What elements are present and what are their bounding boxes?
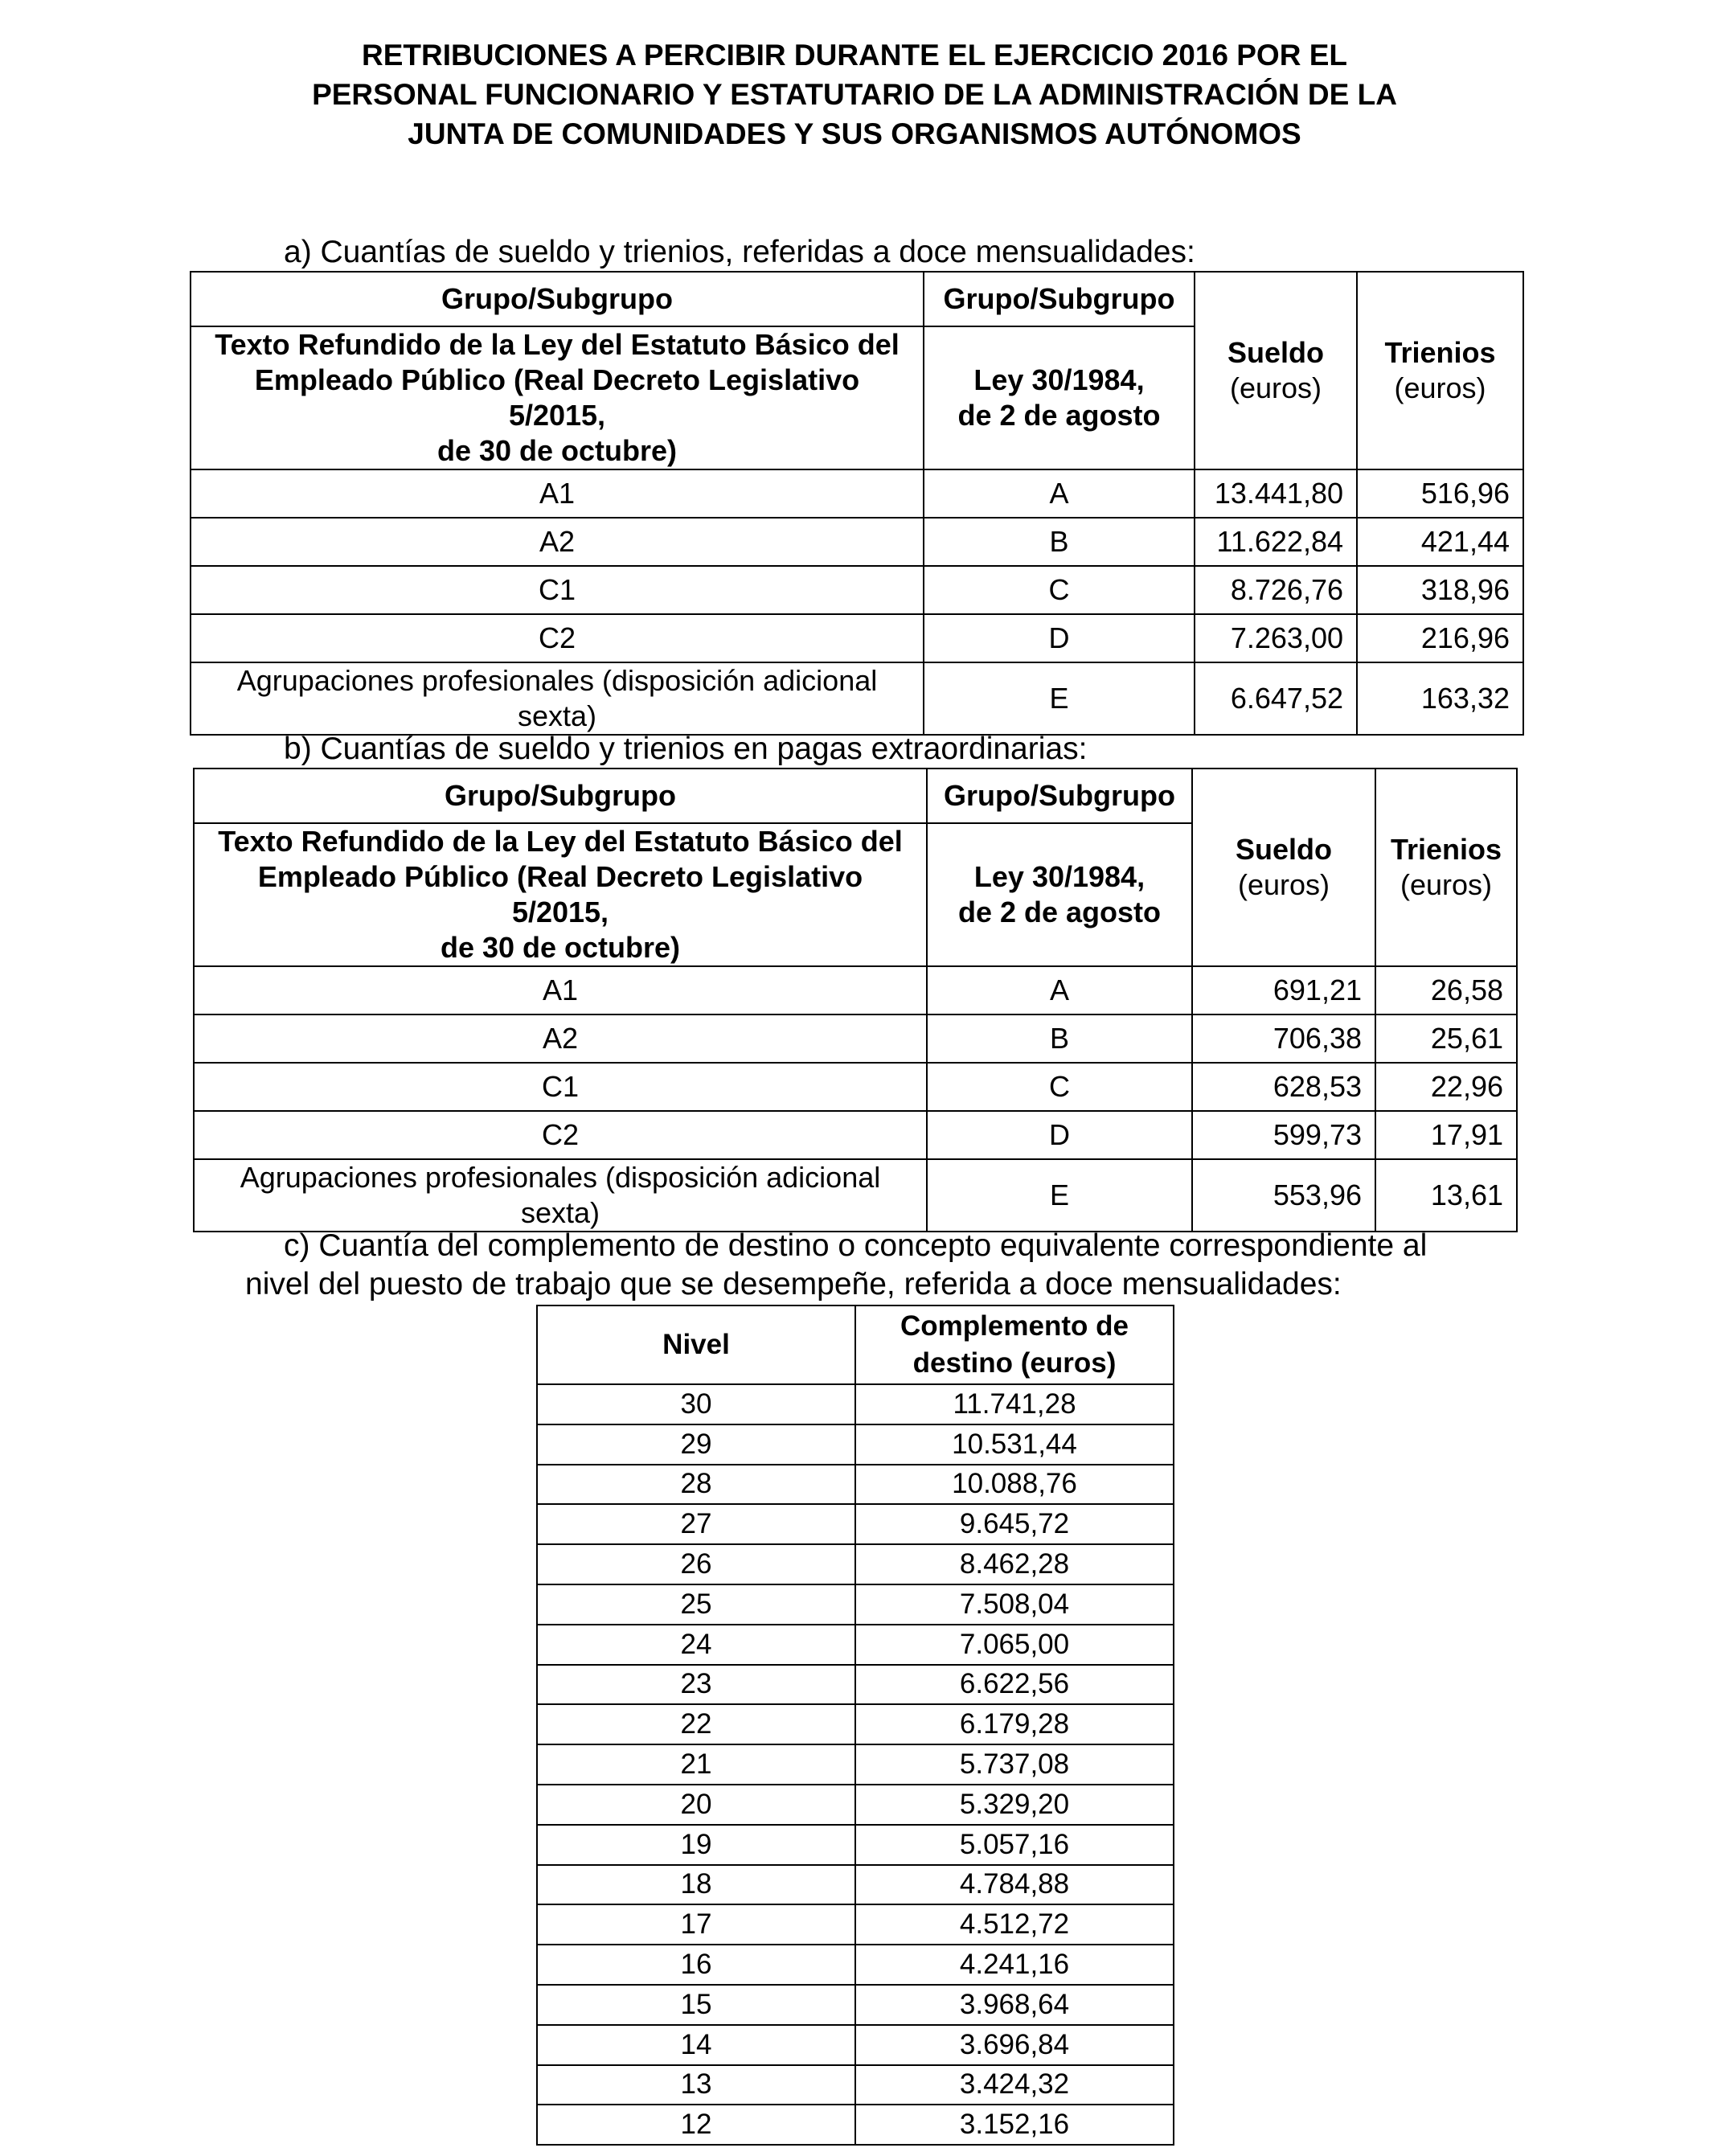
header-nivel: Nivel bbox=[537, 1305, 855, 1384]
cell-trienios: 516,96 bbox=[1357, 469, 1523, 518]
cell-trienios: 13,61 bbox=[1375, 1159, 1517, 1232]
table-c-body bbox=[537, 1384, 1174, 2145]
cell-trienios: 216,96 bbox=[1357, 614, 1523, 662]
table-row bbox=[194, 1111, 1517, 1159]
cell-nivel: 30 bbox=[537, 1384, 855, 1424]
header-ley-line: Ley 30/1984, bbox=[973, 363, 1145, 396]
table-row bbox=[191, 662, 1523, 735]
cell-ley: C bbox=[927, 1063, 1192, 1111]
cell-importe: 8.462,28 bbox=[855, 1544, 1174, 1584]
header-sueldo-unit: (euros) bbox=[1229, 371, 1322, 404]
table-row bbox=[537, 1744, 1174, 1785]
cell-grupo: C1 bbox=[194, 1063, 927, 1111]
header-ley-line: de 2 de agosto bbox=[957, 896, 1162, 928]
cell-ley: E bbox=[924, 662, 1195, 735]
cell-importe: 5.329,20 bbox=[855, 1785, 1174, 1825]
cell-importe: 9.645,72 bbox=[855, 1504, 1174, 1544]
title-line-1: RETRIBUCIONES A PERCIBIR DURANTE EL EJERCICIO 2016 POR EL bbox=[361, 39, 1347, 72]
header-texto-refundido bbox=[191, 326, 924, 469]
cell-importe: 11.741,28 bbox=[855, 1384, 1174, 1424]
table-row bbox=[537, 1704, 1174, 1744]
table-row bbox=[537, 2065, 1174, 2105]
section-b-heading: b) Cuantías de sueldo y trienios en pagas extraordinarias: bbox=[284, 732, 1088, 766]
cell-nivel: 29 bbox=[537, 1424, 855, 1465]
cell-trienios: 421,44 bbox=[1357, 518, 1523, 566]
cell-ley: A bbox=[924, 469, 1195, 518]
table-row bbox=[537, 2105, 1174, 2145]
cell-grupo: A1 bbox=[194, 966, 927, 1014]
cell-sueldo: 691,21 bbox=[1192, 966, 1375, 1014]
header-sueldo bbox=[1195, 272, 1357, 469]
cell-ley: B bbox=[924, 518, 1195, 566]
table-row bbox=[194, 1014, 1517, 1063]
table-row bbox=[537, 1665, 1174, 1705]
table-row bbox=[537, 1584, 1174, 1625]
cell-sueldo: 6.647,52 bbox=[1195, 662, 1357, 735]
cell-importe: 3.424,32 bbox=[855, 2065, 1174, 2105]
cell-nivel: 24 bbox=[537, 1625, 855, 1665]
header-complemento-line: destino (euros) bbox=[912, 1347, 1117, 1379]
cell-grupo: C2 bbox=[191, 614, 924, 662]
header-sueldo-label: Sueldo bbox=[1227, 336, 1324, 369]
cell-ley: E bbox=[927, 1159, 1192, 1232]
table-row bbox=[194, 1159, 1517, 1232]
cell-trienios: 17,91 bbox=[1375, 1111, 1517, 1159]
cell-sueldo: 8.726,76 bbox=[1195, 566, 1357, 614]
header-grupo-ley: Grupo/Subgrupo bbox=[927, 769, 1192, 823]
section-c-heading-line-2: nivel del puesto de trabajo que se desempeñe, referida a doce mensualidades: bbox=[245, 1267, 1342, 1301]
cell-nivel: 15 bbox=[537, 1985, 855, 2025]
header-texto-refundido-line: de 30 de octubre) bbox=[436, 434, 678, 467]
cell-nivel: 19 bbox=[537, 1825, 855, 1865]
cell-trienios: 25,61 bbox=[1375, 1014, 1517, 1063]
section-c-heading-line-1: c) Cuantía del complemento de destino o concepto equivalente correspondiente al bbox=[284, 1228, 1428, 1263]
cell-nivel: 23 bbox=[537, 1665, 855, 1705]
cell-grupo: A2 bbox=[191, 518, 924, 566]
table-row bbox=[537, 1424, 1174, 1465]
header-trienios-label: Trienios bbox=[1384, 336, 1496, 369]
table-row bbox=[191, 614, 1523, 662]
header-trienios-unit: (euros) bbox=[1394, 371, 1486, 404]
table-row bbox=[537, 1625, 1174, 1665]
table-row bbox=[537, 1504, 1174, 1544]
cell-trienios: 26,58 bbox=[1375, 966, 1517, 1014]
section-a-heading: a) Cuantías de sueldo y trienios, referidas a doce mensualidades: bbox=[284, 235, 1195, 269]
header-trienios bbox=[1357, 272, 1523, 469]
cell-trienios: 318,96 bbox=[1357, 566, 1523, 614]
header-texto-refundido-line: Empleado Público (Real Decreto Legislativo 5/2015, bbox=[257, 860, 863, 928]
cell-nivel: 16 bbox=[537, 1945, 855, 1985]
header-texto-refundido bbox=[194, 823, 927, 966]
header-texto-refundido-line: Texto Refundido de la Ley del Estatuto Básico del bbox=[215, 328, 900, 361]
table-sueldo-trienios-anual bbox=[190, 271, 1524, 736]
cell-grupo: A1 bbox=[191, 469, 924, 518]
header-ley-line: de 2 de agosto bbox=[957, 399, 1161, 432]
cell-trienios: 163,32 bbox=[1357, 662, 1523, 735]
cell-importe: 6.622,56 bbox=[855, 1665, 1174, 1705]
table-row bbox=[537, 1384, 1174, 1424]
cell-grupo: A2 bbox=[194, 1014, 927, 1063]
cell-importe: 6.179,28 bbox=[855, 1704, 1174, 1744]
cell-nivel: 13 bbox=[537, 2065, 855, 2105]
table-complemento-destino bbox=[536, 1305, 1174, 2146]
header-ley-30-1984 bbox=[927, 823, 1192, 966]
cell-sueldo: 553,96 bbox=[1192, 1159, 1375, 1232]
cell-nivel: 22 bbox=[537, 1704, 855, 1744]
cell-sueldo: 11.622,84 bbox=[1195, 518, 1357, 566]
cell-ley: D bbox=[927, 1111, 1192, 1159]
table-row bbox=[191, 469, 1523, 518]
header-ley-line: Ley 30/1984, bbox=[973, 860, 1145, 893]
table-row bbox=[537, 1465, 1174, 1505]
header-ley-30-1984 bbox=[924, 326, 1195, 469]
table-row bbox=[537, 1985, 1174, 2025]
header-texto-refundido-line: Empleado Público (Real Decreto Legislativo 5/2015, bbox=[254, 363, 860, 432]
cell-nivel: 21 bbox=[537, 1744, 855, 1785]
table-sueldo-trienios-extra bbox=[193, 768, 1518, 1232]
header-complemento-line: Complemento de bbox=[900, 1310, 1129, 1342]
cell-importe: 10.088,76 bbox=[855, 1465, 1174, 1505]
cell-grupo: C2 bbox=[194, 1111, 927, 1159]
table-row bbox=[537, 2025, 1174, 2065]
cell-importe: 7.508,04 bbox=[855, 1584, 1174, 1625]
cell-nivel: 14 bbox=[537, 2025, 855, 2065]
cell-nivel: 12 bbox=[537, 2105, 855, 2145]
page-title bbox=[0, 35, 1709, 154]
header-complemento bbox=[855, 1305, 1174, 1384]
cell-ley: C bbox=[924, 566, 1195, 614]
cell-nivel: 28 bbox=[537, 1465, 855, 1505]
table-row bbox=[537, 1904, 1174, 1945]
header-grupo-ebep: Grupo/Subgrupo bbox=[194, 769, 927, 823]
header-trienios-label: Trienios bbox=[1390, 833, 1502, 866]
table-row bbox=[537, 1544, 1174, 1584]
table-row bbox=[194, 1063, 1517, 1111]
cell-ley: B bbox=[927, 1014, 1192, 1063]
cell-grupo: Agrupaciones profesionales (disposición adicional sexta) bbox=[194, 1159, 927, 1232]
cell-importe: 3.152,16 bbox=[855, 2105, 1174, 2145]
cell-ley: D bbox=[924, 614, 1195, 662]
cell-importe: 4.512,72 bbox=[855, 1904, 1174, 1945]
header-sueldo bbox=[1192, 769, 1375, 966]
table-row bbox=[537, 1865, 1174, 1905]
cell-ley: A bbox=[927, 966, 1192, 1014]
table-row bbox=[537, 1945, 1174, 1985]
cell-importe: 4.241,16 bbox=[855, 1945, 1174, 1985]
table-row bbox=[191, 566, 1523, 614]
header-grupo-ley: Grupo/Subgrupo bbox=[924, 272, 1195, 326]
header-sueldo-label: Sueldo bbox=[1235, 833, 1332, 866]
cell-sueldo: 7.263,00 bbox=[1195, 614, 1357, 662]
header-texto-refundido-line: Texto Refundido de la Ley del Estatuto Básico del bbox=[218, 825, 903, 858]
header-trienios-unit: (euros) bbox=[1400, 868, 1493, 901]
cell-importe: 7.065,00 bbox=[855, 1625, 1174, 1665]
cell-nivel: 20 bbox=[537, 1785, 855, 1825]
cell-sueldo: 628,53 bbox=[1192, 1063, 1375, 1111]
cell-importe: 3.968,64 bbox=[855, 1985, 1174, 2025]
cell-importe: 3.696,84 bbox=[855, 2025, 1174, 2065]
cell-trienios: 22,96 bbox=[1375, 1063, 1517, 1111]
cell-sueldo: 599,73 bbox=[1192, 1111, 1375, 1159]
title-line-3: JUNTA DE COMUNIDADES Y SUS ORGANISMOS AUTÓNOMOS bbox=[408, 117, 1301, 150]
header-trienios bbox=[1375, 769, 1517, 966]
title-line-2: PERSONAL FUNCIONARIO Y ESTATUTARIO DE LA ADMINISTRACIÓN DE LA bbox=[312, 78, 1397, 111]
cell-grupo: C1 bbox=[191, 566, 924, 614]
cell-nivel: 25 bbox=[537, 1584, 855, 1625]
table-row bbox=[537, 1825, 1174, 1865]
cell-nivel: 17 bbox=[537, 1904, 855, 1945]
header-sueldo-unit: (euros) bbox=[1237, 868, 1330, 901]
table-row bbox=[537, 1785, 1174, 1825]
table-row bbox=[191, 518, 1523, 566]
cell-importe: 5.057,16 bbox=[855, 1825, 1174, 1865]
header-grupo-ebep: Grupo/Subgrupo bbox=[191, 272, 924, 326]
cell-sueldo: 13.441,80 bbox=[1195, 469, 1357, 518]
cell-nivel: 26 bbox=[537, 1544, 855, 1584]
cell-importe: 10.531,44 bbox=[855, 1424, 1174, 1465]
cell-grupo: Agrupaciones profesionales (disposición adicional sexta) bbox=[191, 662, 924, 735]
header-texto-refundido-line: de 30 de octubre) bbox=[440, 931, 681, 964]
cell-nivel: 18 bbox=[537, 1865, 855, 1905]
cell-nivel: 27 bbox=[537, 1504, 855, 1544]
cell-importe: 5.737,08 bbox=[855, 1744, 1174, 1785]
table-row bbox=[194, 966, 1517, 1014]
cell-sueldo: 706,38 bbox=[1192, 1014, 1375, 1063]
cell-importe: 4.784,88 bbox=[855, 1865, 1174, 1905]
